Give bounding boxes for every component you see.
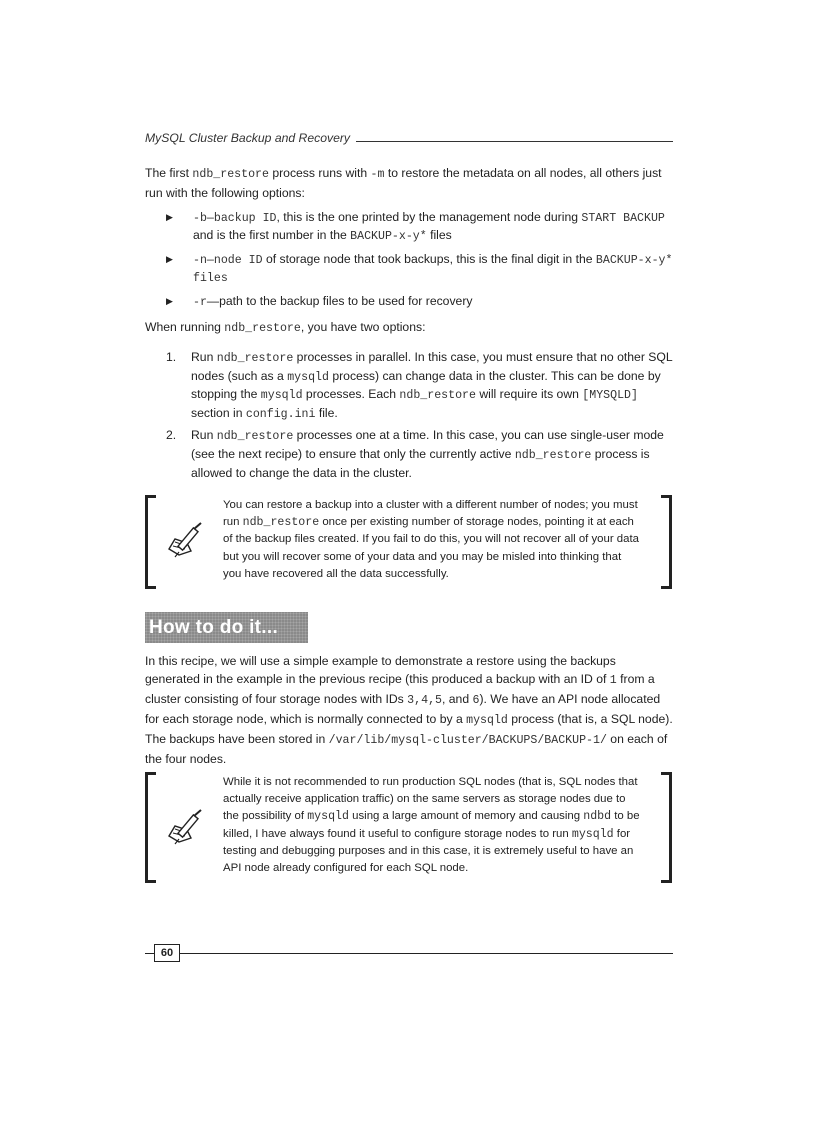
- list-item: 1. Run ndb_restore processes in parallel. In this case, you must ensure that no other SQL nodes (such as a mysqld process) can change data in the cluster. This can be done by stopping the mysqld processes. Each ndb_restore will require its own [MYSQLD] section in config.ini file.: [166, 350, 673, 421]
- list-item: ▶ -b—backup ID, this is the one printed by the management node during START BACKUP and is the first number in the BACKUP-x-y* files: [166, 210, 665, 243]
- triangle-bullet-icon: ▶: [166, 296, 173, 306]
- list-item: ▶ -n—node ID of storage node that took backups, this is the final digit in the BACKUP-x-y* files: [166, 252, 673, 285]
- options-list: [166, 209, 673, 317]
- intro-paragraph: The first ndb_restore process runs with -m to restore the metadata on all nodes, all others just run with the following options:: [145, 166, 662, 200]
- running-header: [145, 131, 673, 145]
- footer-rule: [180, 953, 673, 954]
- pencil-note-icon: [165, 519, 207, 564]
- triangle-bullet-icon: ▶: [166, 254, 173, 264]
- right-bracket: [661, 772, 672, 883]
- options-intro-paragraph: When running ndb_restore, you have two options:: [145, 320, 426, 335]
- running-header-title: MySQL Cluster Backup and Recovery: [145, 131, 351, 145]
- restore-options-list: [166, 349, 673, 486]
- note-box: [145, 495, 672, 589]
- note-text: While it is not recommended to run production SQL nodes (that is, SQL nodes that actually receive application traffic) on the same servers as storage nodes due to the possibility of mysqld using a large amount of memory and causing ndbd to be killed, I have always found it useful to configure storage nodes to run mysqld for testing and debugging purposes and in this case, it is extremely useful to have an API node already configured for each SQL node.: [223, 776, 640, 875]
- pencil-note-icon: [165, 806, 207, 851]
- footer-rule: [145, 953, 154, 954]
- body-paragraph: In this recipe, we will use a simple example to demonstrate a restore using the backups generated in the example in the previous recipe (this produced a backup with an ID of 1 from a cluster consisting of four storage nodes with IDs 3,4,5, and 6). We have an API node allocated for each storage node, which is normally connected to by a mysqld process (that is, a SQL node). The backups have been stored in /var/lib/mysql-cluster/BACKUPS/BACKUP-1/ on each of the four nodes.: [145, 654, 673, 766]
- header-rule: [356, 141, 673, 142]
- left-bracket: [145, 772, 156, 883]
- list-item: 2. Run ndb_restore processes one at a time. In this case, you can use single-user mode (see the next recipe) to ensure that only the currently active ndb_restore process is allowed to change the data in the cluster.: [166, 428, 664, 480]
- triangle-bullet-icon: ▶: [166, 212, 173, 222]
- page-number: 60: [154, 944, 180, 962]
- list-item: ▶ -r—path to the backup files to be used for recovery: [166, 294, 473, 309]
- note-text: You can restore a backup into a cluster with a different number of nodes; you must run ndb_restore once per existing number of storage nodes, pointing it at each of the backup files created. If you fail to do this, you will not recover all of your data but you will recover some of your data and you may be misled into thinking that you have recovered all the data successfully.: [223, 499, 639, 580]
- left-bracket: [145, 495, 156, 589]
- section-heading: How to do it...: [145, 612, 308, 643]
- note-box: [145, 772, 672, 883]
- right-bracket: [661, 495, 672, 589]
- page-footer: [145, 944, 673, 964]
